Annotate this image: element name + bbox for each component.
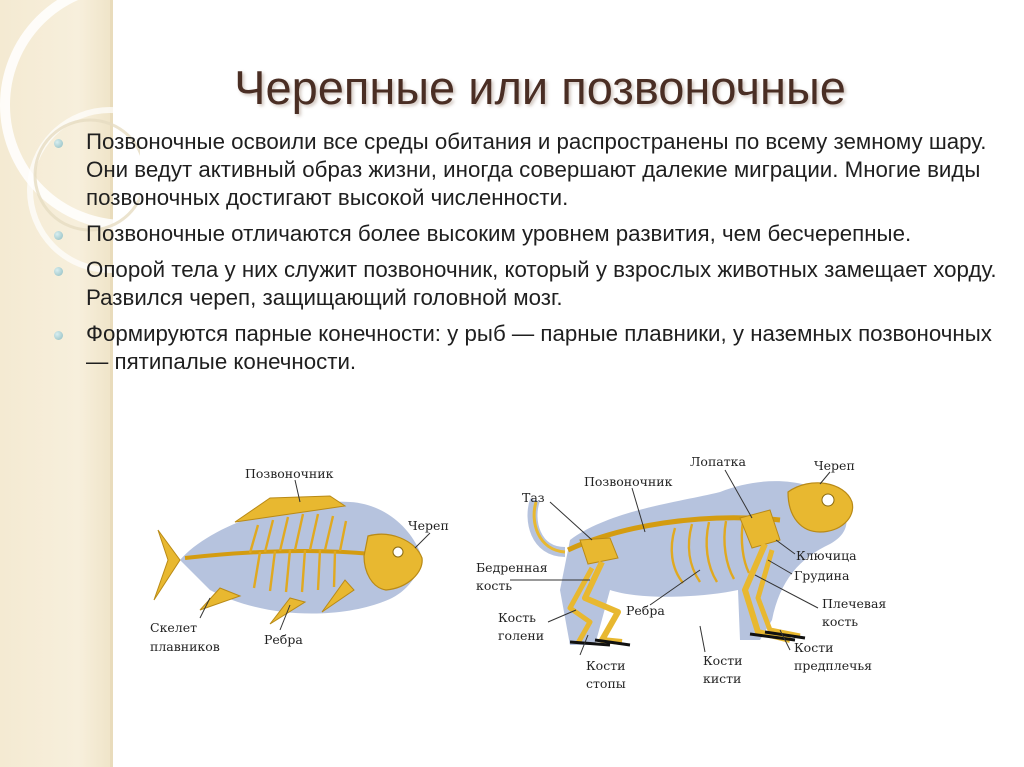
fish-label-fin-skeleton-2: плавников — [150, 639, 220, 654]
fish-label-spine: Позвоночник — [245, 466, 334, 481]
cat-label-hand: Кости — [703, 653, 743, 668]
bullet-dot-icon — [54, 331, 63, 340]
bullet-dot-icon — [54, 231, 63, 240]
cat-label-femur: Бедренная — [476, 560, 548, 575]
fish-skeleton-illustration — [154, 496, 422, 624]
bullet-list — [52, 128, 997, 384]
cat-label-clavicle: Ключица — [796, 548, 857, 563]
cat-skeleton-illustration — [533, 481, 853, 645]
bullet-dot-icon — [54, 139, 63, 148]
bullet-item — [52, 320, 997, 376]
cat-label-foot-2: стопы — [586, 676, 626, 691]
cat-label-hand-2: кисти — [703, 671, 742, 686]
cat-label-sternum: Грудина — [794, 568, 850, 583]
slide-title: Черепные или позвоночные — [234, 61, 846, 114]
bullet-item — [52, 128, 997, 212]
bullet-dot-icon — [54, 267, 63, 276]
cat-label-spine: Позвоночник — [584, 474, 673, 489]
bullet-item — [52, 256, 997, 312]
bullet-text: Опорой тела у них служит позвоночник, который у взрослых животных замещает хорду. Развился череп, защищающий головной мозг. — [86, 257, 997, 310]
cat-label-pelvis: Таз — [522, 490, 545, 505]
cat-label-forearm: Кости — [794, 640, 834, 655]
cat-label-ribs: Ребра — [626, 603, 665, 618]
cat-label-shin-2: голени — [498, 628, 545, 643]
cat-label-forearm-2: предплечья — [794, 658, 873, 673]
bullet-text: Позвоночные освоили все среды обитания и распространены по всему земному шару. Они ведут активный образ жизни, иногда совершают далекие миграции. Многие виды позвоночных достигают высокой численности. — [86, 129, 987, 210]
cat-label-shoulder-blade: Лопатка — [690, 454, 746, 469]
cat-label-shin: Кость — [498, 610, 536, 625]
bullet-text: Позвоночные отличаются более высоким уровнем развития, чем бесчерепные. — [86, 221, 912, 246]
cat-label-humerus-2: кость — [822, 614, 859, 629]
cat-label-humerus: Плечевая — [822, 596, 887, 611]
cat-label-skull: Череп — [814, 458, 855, 473]
cat-label-femur-2: кость — [476, 578, 513, 593]
bullet-item — [52, 220, 997, 248]
bullet-text: Формируются парные конечности: у рыб — парные плавники, у наземных позвоночных — пятипалые конечности. — [86, 321, 992, 374]
cat-label-foot: Кости — [586, 658, 626, 673]
fish-label-fin-skeleton: Скелет — [150, 620, 198, 635]
fish-label-ribs: Ребра — [264, 632, 303, 647]
skeleton-diagram — [140, 440, 900, 700]
fish-label-skull: Череп — [408, 518, 449, 533]
